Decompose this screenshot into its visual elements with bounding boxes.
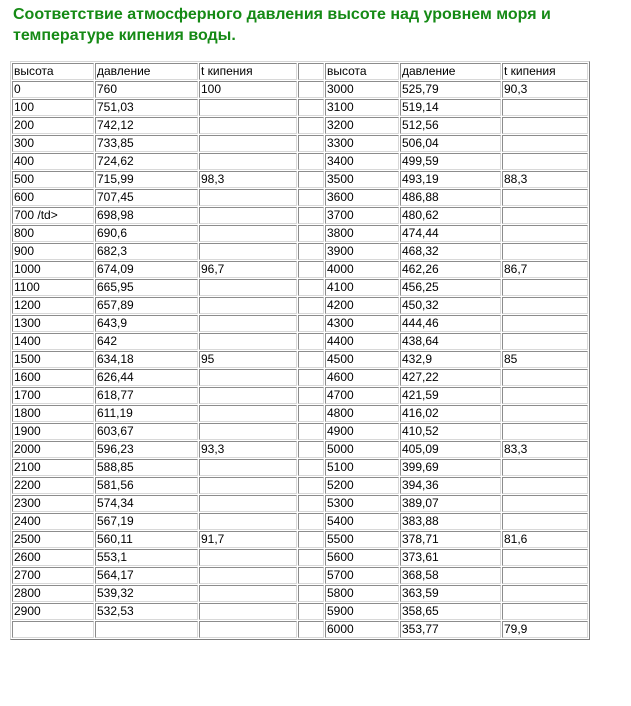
cell-boiling-left xyxy=(199,405,297,422)
cell-pressure-left: 560,11 xyxy=(95,531,198,548)
cell-boiling-right xyxy=(502,513,588,530)
cell-spacer xyxy=(298,513,324,530)
cell-pressure-left: 657,89 xyxy=(95,297,198,314)
cell-pressure-left: 532,53 xyxy=(95,603,198,620)
header-altitude-left: высота xyxy=(12,63,94,80)
cell-altitude-left: 1200 xyxy=(12,297,94,314)
table-row xyxy=(12,135,588,152)
cell-altitude-left: 2000 xyxy=(12,441,94,458)
cell-pressure-left: 611,19 xyxy=(95,405,198,422)
header-boiling-right: t кипения xyxy=(502,63,588,80)
cell-boiling-right xyxy=(502,549,588,566)
cell-boiling-right xyxy=(502,189,588,206)
cell-spacer xyxy=(298,495,324,512)
cell-pressure-right: 506,04 xyxy=(400,135,501,152)
cell-spacer xyxy=(298,585,324,602)
cell-altitude-right: 4600 xyxy=(325,369,399,386)
cell-altitude-right: 4400 xyxy=(325,333,399,350)
cell-pressure-left: 626,44 xyxy=(95,369,198,386)
cell-pressure-right: 353,77 xyxy=(400,621,501,638)
cell-altitude-left: 2900 xyxy=(12,603,94,620)
cell-spacer xyxy=(298,207,324,224)
cell-altitude-left: 500 xyxy=(12,171,94,188)
cell-altitude-right: 3200 xyxy=(325,117,399,134)
cell-spacer xyxy=(298,171,324,188)
cell-altitude-left: 2700 xyxy=(12,567,94,584)
cell-boiling-left xyxy=(199,315,297,332)
cell-altitude-left: 1400 xyxy=(12,333,94,350)
cell-pressure-left: 588,85 xyxy=(95,459,198,476)
cell-boiling-left: 100 xyxy=(199,81,297,98)
cell-spacer xyxy=(298,531,324,548)
cell-boiling-left xyxy=(199,495,297,512)
cell-altitude-left: 1600 xyxy=(12,369,94,386)
cell-boiling-right xyxy=(502,603,588,620)
cell-boiling-left xyxy=(199,513,297,530)
cell-pressure-left: 674,09 xyxy=(95,261,198,278)
table-row xyxy=(12,99,588,116)
cell-boiling-left xyxy=(199,459,297,476)
cell-boiling-left: 98,3 xyxy=(199,171,297,188)
table-row xyxy=(12,477,588,494)
table-row xyxy=(12,405,588,422)
cell-boiling-right: 83,3 xyxy=(502,441,588,458)
cell-pressure-left xyxy=(95,621,198,638)
cell-pressure-left: 698,98 xyxy=(95,207,198,224)
cell-altitude-right: 5900 xyxy=(325,603,399,620)
cell-boiling-right xyxy=(502,387,588,404)
cell-pressure-right: 389,07 xyxy=(400,495,501,512)
cell-altitude-left: 1700 xyxy=(12,387,94,404)
cell-altitude-right: 4500 xyxy=(325,351,399,368)
cell-boiling-left xyxy=(199,549,297,566)
cell-altitude-left: 600 xyxy=(12,189,94,206)
table-row xyxy=(12,513,588,530)
cell-altitude-right: 3500 xyxy=(325,171,399,188)
cell-altitude-left: 2100 xyxy=(12,459,94,476)
cell-pressure-right: 480,62 xyxy=(400,207,501,224)
table-row xyxy=(12,189,588,206)
cell-boiling-right xyxy=(502,585,588,602)
table-row xyxy=(12,423,588,440)
cell-pressure-right: 486,88 xyxy=(400,189,501,206)
cell-boiling-right xyxy=(502,333,588,350)
cell-pressure-left: 581,56 xyxy=(95,477,198,494)
cell-pressure-right: 363,59 xyxy=(400,585,501,602)
cell-boiling-right: 79,9 xyxy=(502,621,588,638)
cell-pressure-left: 643,9 xyxy=(95,315,198,332)
cell-spacer xyxy=(298,405,324,422)
table-row xyxy=(12,171,588,188)
cell-spacer xyxy=(298,369,324,386)
cell-boiling-right xyxy=(502,225,588,242)
table-row xyxy=(12,207,588,224)
cell-pressure-right: 410,52 xyxy=(400,423,501,440)
page-title: Соответствие атмосферного давления высоте над уровнем моря и температуре кипения воды. xyxy=(13,6,551,44)
cell-spacer xyxy=(298,621,324,638)
table-row xyxy=(12,81,588,98)
cell-altitude-right: 3100 xyxy=(325,99,399,116)
cell-pressure-left: 574,34 xyxy=(95,495,198,512)
cell-pressure-left: 742,12 xyxy=(95,117,198,134)
cell-pressure-right: 525,79 xyxy=(400,81,501,98)
cell-spacer xyxy=(298,603,324,620)
cell-altitude-right: 4900 xyxy=(325,423,399,440)
header-spacer xyxy=(298,63,324,80)
cell-altitude-left: 2600 xyxy=(12,549,94,566)
cell-altitude-left: 2800 xyxy=(12,585,94,602)
cell-altitude-right: 4100 xyxy=(325,279,399,296)
cell-boiling-right: 81,6 xyxy=(502,531,588,548)
cell-boiling-right xyxy=(502,495,588,512)
cell-altitude-right: 3300 xyxy=(325,135,399,152)
cell-spacer xyxy=(298,117,324,134)
header-boiling-left: t кипения xyxy=(199,63,297,80)
cell-pressure-left: 682,3 xyxy=(95,243,198,260)
cell-spacer xyxy=(298,261,324,278)
cell-boiling-right xyxy=(502,477,588,494)
cell-altitude-left: 700 /td> xyxy=(12,207,94,224)
cell-altitude-right: 4200 xyxy=(325,297,399,314)
cell-altitude-left: 1800 xyxy=(12,405,94,422)
cell-pressure-left: 724,62 xyxy=(95,153,198,170)
cell-altitude-right: 5800 xyxy=(325,585,399,602)
cell-pressure-left: 553,1 xyxy=(95,549,198,566)
cell-pressure-left: 603,67 xyxy=(95,423,198,440)
cell-altitude-left: 1000 xyxy=(12,261,94,278)
cell-boiling-left xyxy=(199,225,297,242)
table-row xyxy=(12,531,588,548)
cell-pressure-right: 358,65 xyxy=(400,603,501,620)
cell-pressure-right: 416,02 xyxy=(400,405,501,422)
cell-pressure-left: 567,19 xyxy=(95,513,198,530)
cell-boiling-right xyxy=(502,207,588,224)
cell-spacer xyxy=(298,333,324,350)
cell-altitude-left xyxy=(12,621,94,638)
cell-pressure-left: 665,95 xyxy=(95,279,198,296)
cell-boiling-right xyxy=(502,135,588,152)
header-altitude-right: высота xyxy=(325,63,399,80)
cell-spacer xyxy=(298,315,324,332)
cell-spacer xyxy=(298,99,324,116)
cell-boiling-left: 95 xyxy=(199,351,297,368)
cell-altitude-right: 5000 xyxy=(325,441,399,458)
header-pressure-right: давление xyxy=(400,63,501,80)
table-row xyxy=(12,369,588,386)
cell-pressure-right: 519,14 xyxy=(400,99,501,116)
cell-boiling-left xyxy=(199,279,297,296)
cell-altitude-left: 1500 xyxy=(12,351,94,368)
table-row xyxy=(12,495,588,512)
cell-boiling-right xyxy=(502,459,588,476)
table-row xyxy=(12,297,588,314)
cell-boiling-right xyxy=(502,567,588,584)
cell-spacer xyxy=(298,279,324,296)
cell-altitude-left: 900 xyxy=(12,243,94,260)
table-row xyxy=(12,585,588,602)
cell-boiling-right xyxy=(502,369,588,386)
cell-pressure-right: 468,32 xyxy=(400,243,501,260)
table-row xyxy=(12,621,588,638)
cell-pressure-right: 474,44 xyxy=(400,225,501,242)
cell-pressure-right: 512,56 xyxy=(400,117,501,134)
table-row xyxy=(12,459,588,476)
cell-altitude-right: 4000 xyxy=(325,261,399,278)
cell-altitude-right: 3800 xyxy=(325,225,399,242)
cell-pressure-left: 596,23 xyxy=(95,441,198,458)
cell-altitude-left: 1100 xyxy=(12,279,94,296)
data-table-wrapper xyxy=(10,61,590,640)
cell-pressure-right: 427,22 xyxy=(400,369,501,386)
cell-boiling-left xyxy=(199,333,297,350)
cell-altitude-right: 5200 xyxy=(325,477,399,494)
table-row xyxy=(12,153,588,170)
table-row xyxy=(12,225,588,242)
cell-boiling-left xyxy=(199,621,297,638)
cell-spacer xyxy=(298,243,324,260)
cell-boiling-right xyxy=(502,153,588,170)
pressure-altitude-table xyxy=(10,61,590,640)
cell-pressure-right: 462,26 xyxy=(400,261,501,278)
cell-boiling-left xyxy=(199,585,297,602)
cell-pressure-right: 405,09 xyxy=(400,441,501,458)
cell-pressure-right: 373,61 xyxy=(400,549,501,566)
cell-pressure-left: 707,45 xyxy=(95,189,198,206)
table-row xyxy=(12,243,588,260)
cell-boiling-left: 91,7 xyxy=(199,531,297,548)
cell-boiling-left xyxy=(199,369,297,386)
cell-altitude-right: 5100 xyxy=(325,459,399,476)
cell-spacer xyxy=(298,477,324,494)
cell-altitude-right: 3700 xyxy=(325,207,399,224)
table-row xyxy=(12,261,588,278)
cell-boiling-left: 93,3 xyxy=(199,441,297,458)
cell-spacer xyxy=(298,567,324,584)
cell-altitude-left: 300 xyxy=(12,135,94,152)
cell-spacer xyxy=(298,441,324,458)
cell-altitude-right: 5300 xyxy=(325,495,399,512)
cell-spacer xyxy=(298,549,324,566)
cell-pressure-left: 634,18 xyxy=(95,351,198,368)
header-pressure-left: давление xyxy=(95,63,198,80)
cell-pressure-right: 399,69 xyxy=(400,459,501,476)
cell-pressure-right: 421,59 xyxy=(400,387,501,404)
cell-boiling-left xyxy=(199,477,297,494)
cell-altitude-right: 5700 xyxy=(325,567,399,584)
cell-pressure-left: 564,17 xyxy=(95,567,198,584)
cell-spacer xyxy=(298,459,324,476)
cell-altitude-right: 6000 xyxy=(325,621,399,638)
table-row xyxy=(12,441,588,458)
cell-boiling-left xyxy=(199,603,297,620)
table-row xyxy=(12,333,588,350)
cell-spacer xyxy=(298,81,324,98)
cell-pressure-right: 456,25 xyxy=(400,279,501,296)
cell-boiling-left: 96,7 xyxy=(199,261,297,278)
cell-altitude-left: 400 xyxy=(12,153,94,170)
cell-pressure-right: 368,58 xyxy=(400,567,501,584)
cell-altitude-right: 5400 xyxy=(325,513,399,530)
cell-altitude-right: 4800 xyxy=(325,405,399,422)
cell-altitude-left: 0 xyxy=(12,81,94,98)
cell-altitude-left: 1900 xyxy=(12,423,94,440)
table-row xyxy=(12,279,588,296)
cell-boiling-right xyxy=(502,117,588,134)
cell-boiling-right xyxy=(502,297,588,314)
cell-altitude-left: 2500 xyxy=(12,531,94,548)
cell-boiling-right xyxy=(502,405,588,422)
cell-boiling-right xyxy=(502,423,588,440)
cell-boiling-left xyxy=(199,117,297,134)
cell-pressure-right: 493,19 xyxy=(400,171,501,188)
table-row xyxy=(12,603,588,620)
table-row xyxy=(12,387,588,404)
cell-pressure-right: 394,36 xyxy=(400,477,501,494)
cell-boiling-right: 90,3 xyxy=(502,81,588,98)
cell-boiling-left xyxy=(199,243,297,260)
cell-pressure-right: 499,59 xyxy=(400,153,501,170)
cell-pressure-left: 618,77 xyxy=(95,387,198,404)
cell-altitude-right: 4700 xyxy=(325,387,399,404)
cell-boiling-left xyxy=(199,135,297,152)
cell-boiling-left xyxy=(199,567,297,584)
cell-boiling-left xyxy=(199,207,297,224)
cell-spacer xyxy=(298,423,324,440)
table-body xyxy=(12,63,588,638)
cell-altitude-left: 800 xyxy=(12,225,94,242)
cell-altitude-left: 1300 xyxy=(12,315,94,332)
cell-pressure-left: 642 xyxy=(95,333,198,350)
cell-altitude-right: 3900 xyxy=(325,243,399,260)
cell-boiling-left xyxy=(199,387,297,404)
cell-pressure-right: 444,46 xyxy=(400,315,501,332)
table-row xyxy=(12,351,588,368)
cell-boiling-right: 85 xyxy=(502,351,588,368)
cell-altitude-left: 2300 xyxy=(12,495,94,512)
cell-spacer xyxy=(298,297,324,314)
cell-pressure-left: 715,99 xyxy=(95,171,198,188)
cell-altitude-left: 2200 xyxy=(12,477,94,494)
cell-boiling-left xyxy=(199,297,297,314)
table-row xyxy=(12,567,588,584)
cell-pressure-left: 733,85 xyxy=(95,135,198,152)
cell-boiling-left xyxy=(199,153,297,170)
cell-spacer xyxy=(298,135,324,152)
cell-altitude-right: 5600 xyxy=(325,549,399,566)
table-header-row xyxy=(12,63,588,80)
cell-pressure-left: 690,6 xyxy=(95,225,198,242)
table-row xyxy=(12,117,588,134)
cell-pressure-left: 760 xyxy=(95,81,198,98)
cell-spacer xyxy=(298,351,324,368)
cell-altitude-left: 200 xyxy=(12,117,94,134)
cell-spacer xyxy=(298,225,324,242)
cell-altitude-left: 2400 xyxy=(12,513,94,530)
cell-boiling-left xyxy=(199,99,297,116)
cell-boiling-right xyxy=(502,279,588,296)
cell-altitude-right: 3000 xyxy=(325,81,399,98)
cell-boiling-right: 86,7 xyxy=(502,261,588,278)
cell-spacer xyxy=(298,387,324,404)
table-row xyxy=(12,549,588,566)
cell-boiling-right xyxy=(502,243,588,260)
table-row xyxy=(12,315,588,332)
cell-pressure-left: 751,03 xyxy=(95,99,198,116)
cell-boiling-left xyxy=(199,189,297,206)
cell-boiling-right: 88,3 xyxy=(502,171,588,188)
cell-altitude-right: 3600 xyxy=(325,189,399,206)
cell-boiling-right xyxy=(502,99,588,116)
cell-pressure-left: 539,32 xyxy=(95,585,198,602)
cell-altitude-right: 3400 xyxy=(325,153,399,170)
cell-pressure-right: 432,9 xyxy=(400,351,501,368)
cell-pressure-right: 383,88 xyxy=(400,513,501,530)
cell-boiling-right xyxy=(502,315,588,332)
cell-boiling-left xyxy=(199,423,297,440)
cell-pressure-right: 378,71 xyxy=(400,531,501,548)
cell-pressure-right: 438,64 xyxy=(400,333,501,350)
cell-spacer xyxy=(298,153,324,170)
cell-pressure-right: 450,32 xyxy=(400,297,501,314)
cell-altitude-left: 100 xyxy=(12,99,94,116)
cell-altitude-right: 4300 xyxy=(325,315,399,332)
cell-altitude-right: 5500 xyxy=(325,531,399,548)
cell-spacer xyxy=(298,189,324,206)
